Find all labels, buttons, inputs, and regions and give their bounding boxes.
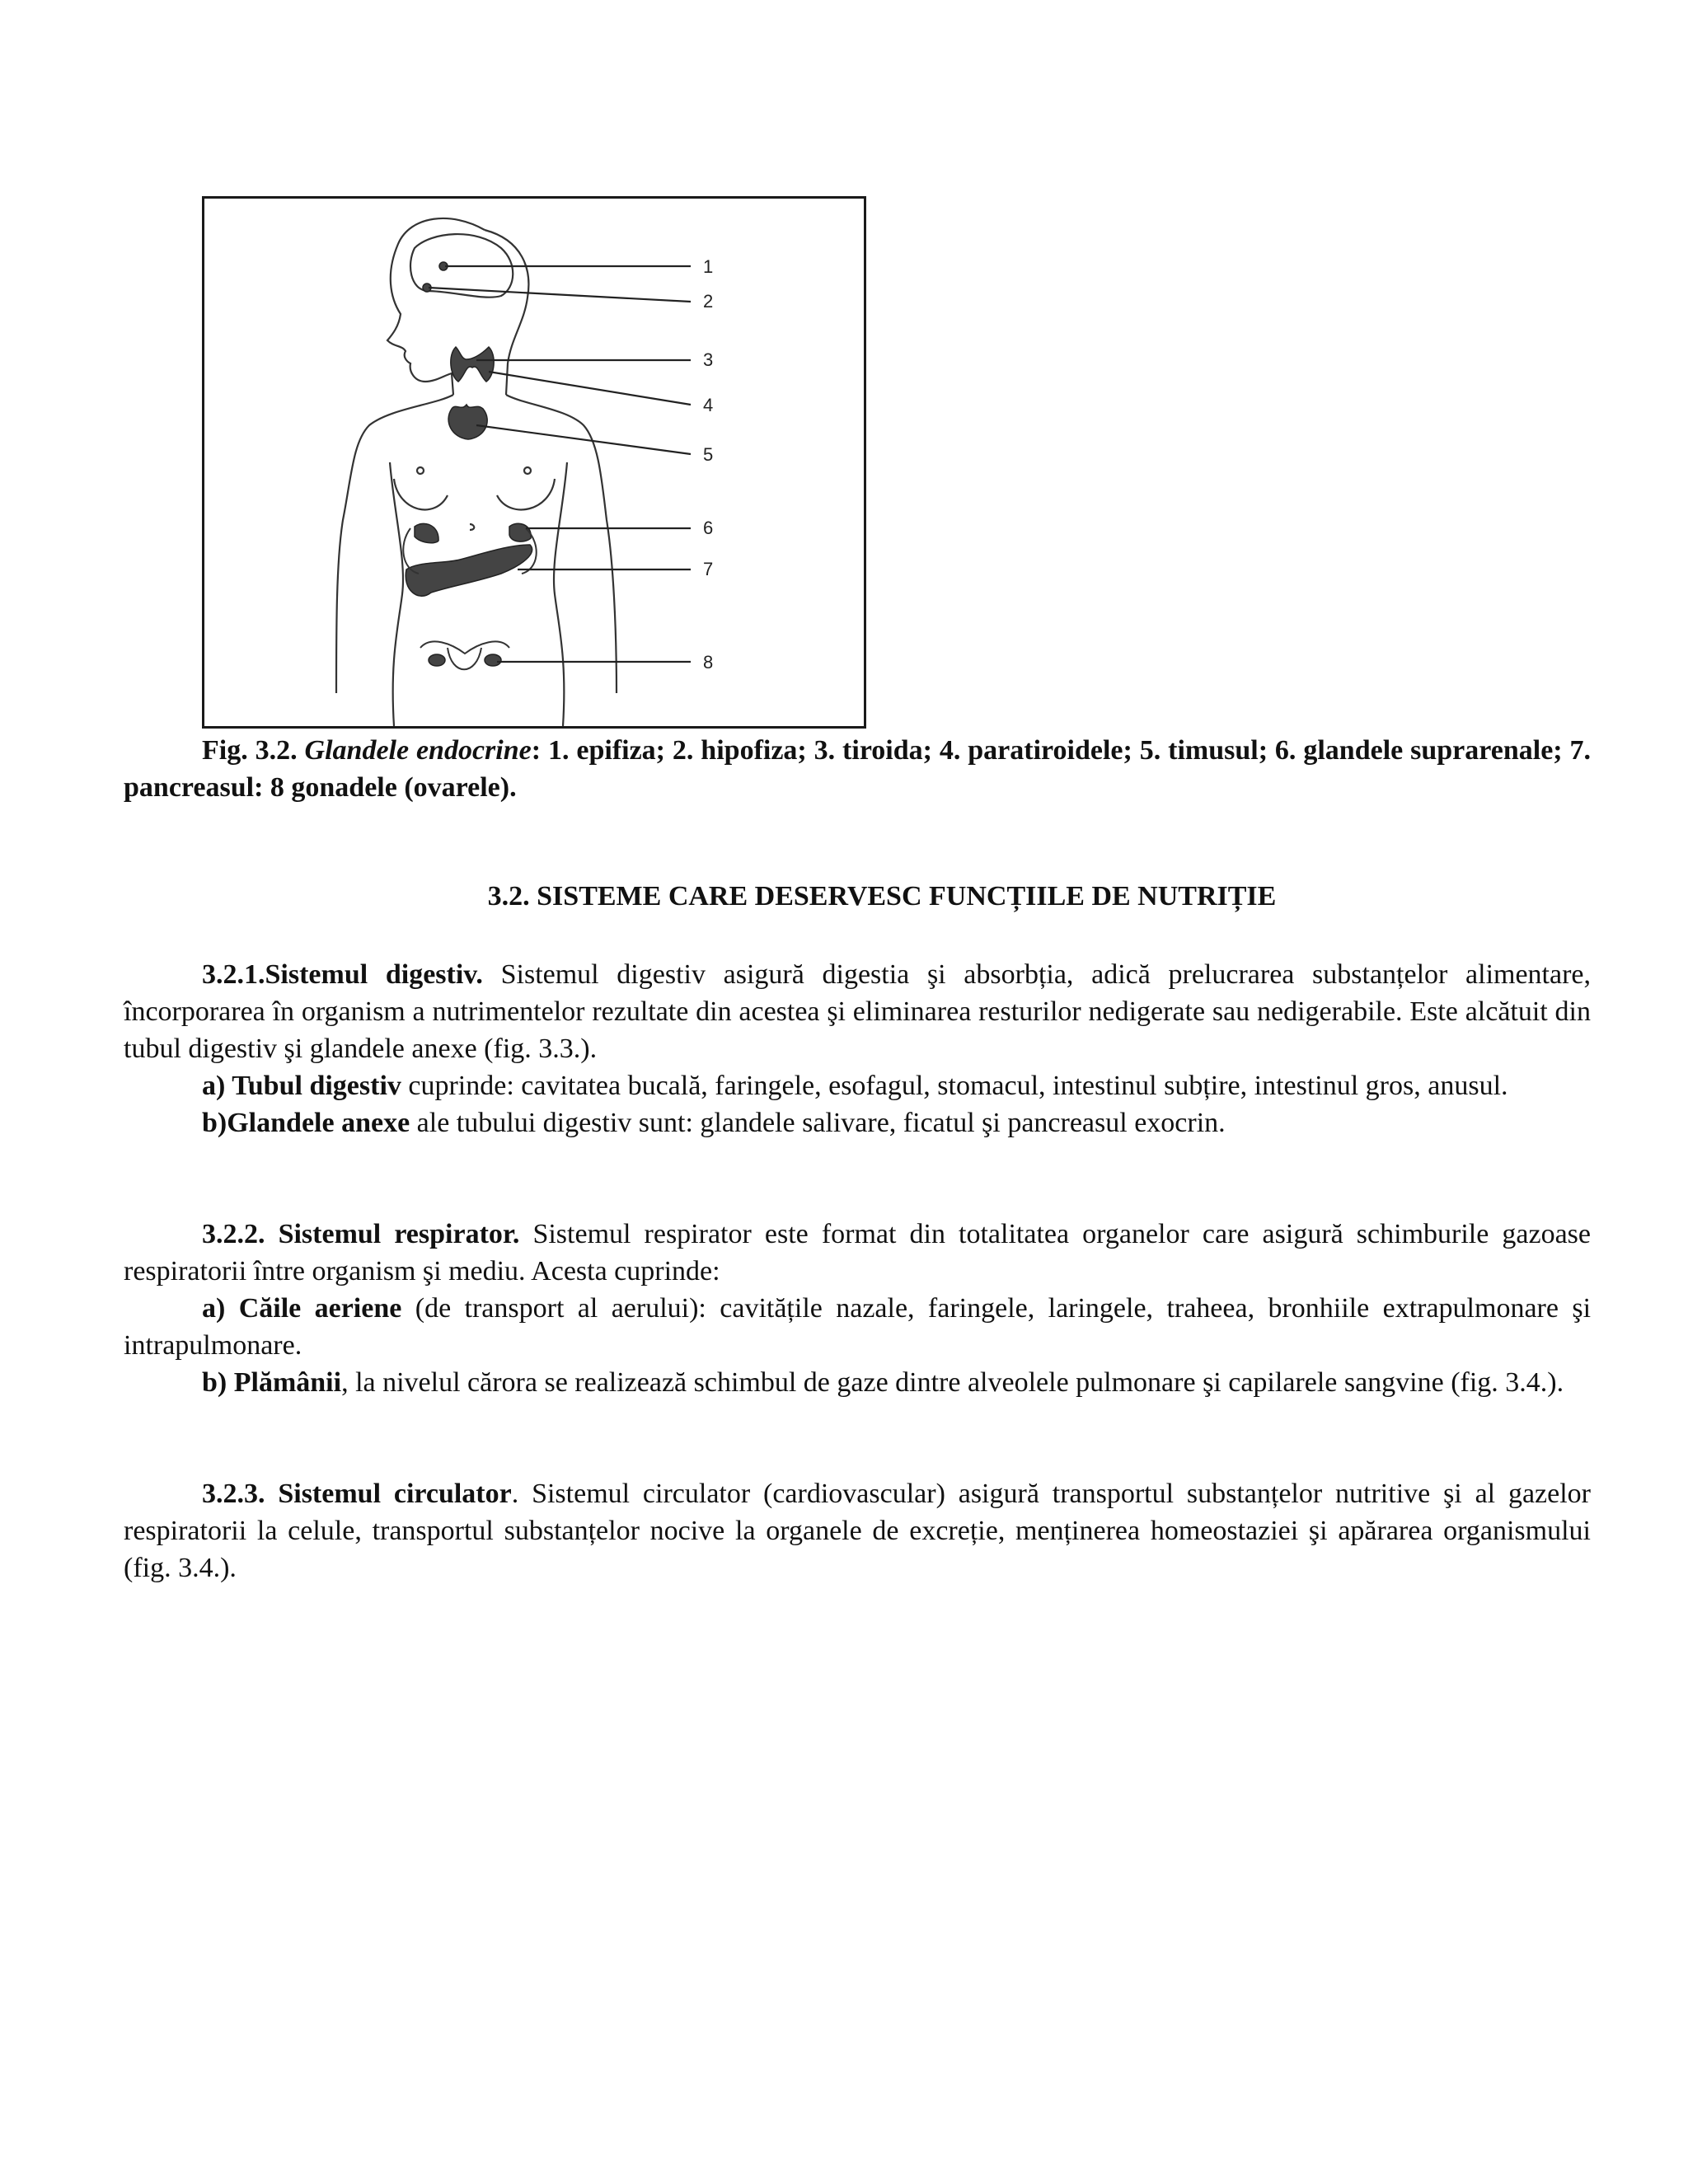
figure-labels [703,256,713,673]
respiratory-section [124,1216,1591,1401]
figure-label-3: 3 [703,349,714,370]
digestive-title: 3.2.1.Sistemul digestiv. [202,959,483,990]
digestive-a-label: a) Tubul digestiv [202,1071,401,1101]
endocrine-diagram [204,199,864,726]
pancreas-mark [406,545,532,596]
respiratory-title: 3.2.2. Sistemul respirator. [202,1219,520,1249]
figure-label-4: 4 [703,395,714,415]
caption-text: : 1. epifiza; 2. hipofiza; 3. tiroida; 4. paratiroidele; 5. timusul; 6. glandele suprarenale; 7. pancreasul: 8 gonadele (ovarele). [124,735,1592,803]
respiratory-intro: Sistemul respirator este format din totalitatea organelor care asigură schimburile gazoase respiratorii între organism şi mediu. Acesta cuprinde: [124,1219,1591,1286]
ovary-left-mark [429,654,445,666]
adrenal-right-mark [509,523,531,541]
figure-label-7: 7 [703,559,714,579]
document-page [124,0,1591,2184]
respiratory-a-label: a) Căile aeriene [202,1293,402,1324]
figure-label-8: 8 [703,652,714,673]
circulatory-title: 3.2.3. Sistemul circulator [202,1479,512,1509]
ovary-right-mark [485,654,501,666]
circulatory-section [124,1475,1591,1586]
figure-label-6: 6 [703,518,714,538]
digestive-section [124,956,1591,1141]
leader-lines [429,266,691,662]
caption-prefix: Fig. 3.2. [202,735,298,766]
respiratory-b-text: , la nivelul cărora se realizează schimbul de gaze dintre alveolele pulmonare şi capilarele sangvine (fig. 3.4.). [341,1367,1564,1398]
circulatory-intro: . Sistemul circulator (cardiovascular) asigură transportul substanțelor nutritive şi al gazelor respiratorii la celule, transportul substanțelor nocive la organele de excreție, menținerea homeostaziei şi apărarea organismului (fig. 3.4.). [124,1479,1591,1583]
adrenal-left-mark [415,523,438,542]
section-heading: 3.2. SISTEME CARE DESERVESC FUNCȚIILE DE NUTRIȚIE [487,881,1277,912]
glands [406,262,532,666]
figure-label-2: 2 [703,291,714,312]
caption-title: Glandele endocrine [304,735,532,766]
respiratory-a-text: (de transport al aerului): cavitățile nazale, faringele, laringele, traheea, bronhiile extrapulmonare şi intrapulmonare. [124,1293,1592,1361]
figure-caption [124,732,1591,806]
figure-label-5: 5 [703,444,714,465]
endocrine-figure [202,196,866,729]
respiratory-b-label: b) Plămânii [202,1367,342,1398]
digestive-a-text: cuprinde: cavitatea bucală, faringele, esofagul, stomacul, intestinul subțire, intestinul gros, anusul. [401,1071,1508,1101]
digestive-b-text: ale tubului digestiv sunt: glandele salivare, ficatul şi pancreasul exocrin. [410,1108,1226,1138]
figure-label-1: 1 [703,256,714,277]
thyroid-mark [451,347,494,382]
digestive-b-label: b)Glandele anexe [202,1108,410,1138]
digestive-intro: Sistemul digestiv asigură digestia şi absorbția, adică prelucrarea substanțelor alimentare, încorporarea în organism a nutrimentelor rezultate din acestea şi eliminarea resturilor nedigerate sau nedigerabile. Este alcătuit din tubul digestiv şi glandele anexe (fig. 3.3.). [124,959,1592,1064]
thymus-mark [448,405,487,439]
